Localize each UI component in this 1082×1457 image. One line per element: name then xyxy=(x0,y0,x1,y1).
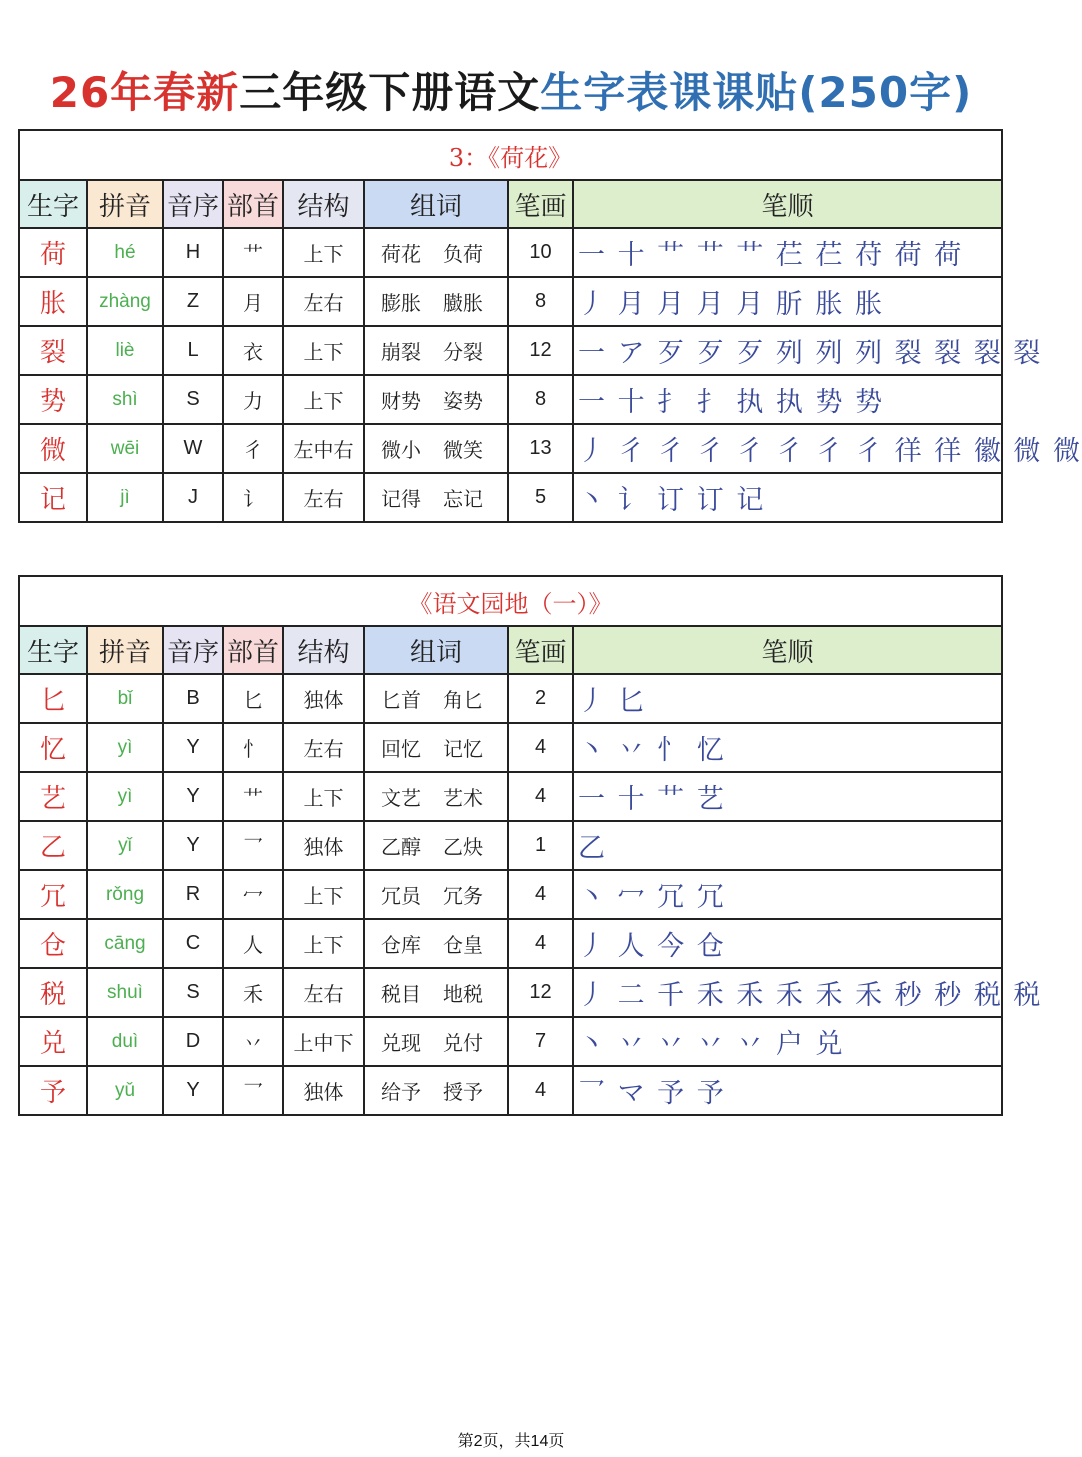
word-1: 税目 xyxy=(381,982,421,1006)
word-1: 冗员 xyxy=(381,884,421,908)
structure-cell: 独体 xyxy=(283,1066,364,1115)
stroke-order-cell: 一 十 艹 艹 艹 芢 芢 苻 荷 荷 xyxy=(573,228,1002,277)
index-letter-cell: C xyxy=(163,919,223,968)
pinyin-cell: shì xyxy=(87,375,163,424)
word-2: 艺术 xyxy=(443,786,483,810)
structure-cell: 独体 xyxy=(283,674,364,723)
word-1: 给予 xyxy=(381,1080,421,1104)
header-char: 生字 xyxy=(19,626,87,674)
structure-cell: 左右 xyxy=(283,277,364,326)
table-row xyxy=(19,228,1002,277)
pinyin-cell: wēi xyxy=(87,424,163,473)
word-2: 负荷 xyxy=(443,242,483,266)
structure-cell: 上下 xyxy=(283,870,364,919)
structure-cell: 上中下 xyxy=(283,1017,364,1066)
radical-cell: 彳 xyxy=(223,424,283,473)
word-2: 角匕 xyxy=(443,688,483,712)
header-order: 笔顺 xyxy=(573,180,1002,228)
header-structure: 结构 xyxy=(283,180,364,228)
character-cell: 予 xyxy=(19,1066,87,1115)
stroke-count-cell: 2 xyxy=(508,674,573,723)
stroke-order-cell: 乙 xyxy=(573,821,1002,870)
header-structure: 结构 xyxy=(283,626,364,674)
header-order: 笔顺 xyxy=(573,626,1002,674)
index-letter-cell: Y xyxy=(163,772,223,821)
radical-cell: 乛 xyxy=(223,1066,283,1115)
stroke-count-cell: 4 xyxy=(508,919,573,968)
words-cell xyxy=(364,1017,508,1066)
radical-cell: 人 xyxy=(223,919,283,968)
header-index: 音序 xyxy=(163,180,223,228)
header-index: 音序 xyxy=(163,626,223,674)
lesson-title: 《语文园地（一）》 xyxy=(19,576,1002,626)
pinyin-cell: yì xyxy=(87,772,163,821)
character-cell: 记 xyxy=(19,473,87,522)
radical-cell: 力 xyxy=(223,375,283,424)
stroke-count-cell: 13 xyxy=(508,424,573,473)
word-1: 匕首 xyxy=(381,688,421,712)
character-cell: 仓 xyxy=(19,919,87,968)
character-cell: 艺 xyxy=(19,772,87,821)
pinyin-cell: hé xyxy=(87,228,163,277)
word-2: 仓皇 xyxy=(443,933,483,957)
pinyin-cell: shuì xyxy=(87,968,163,1017)
pinyin-cell: jì xyxy=(87,473,163,522)
index-letter-cell: R xyxy=(163,870,223,919)
stroke-count-cell: 12 xyxy=(508,968,573,1017)
pinyin-cell: zhàng xyxy=(87,277,163,326)
words-cell xyxy=(364,375,508,424)
table-row xyxy=(19,821,1002,870)
words-cell xyxy=(364,772,508,821)
word-2: 分裂 xyxy=(443,340,483,364)
stroke-order-cell: 丿 人 今 仓 xyxy=(573,919,1002,968)
word-1: 乙醇 xyxy=(381,835,421,859)
header-pinyin: 拼音 xyxy=(87,626,163,674)
stroke-order-cell: 丿 月 月 月 月 肵 胀 胀 xyxy=(573,277,1002,326)
stroke-count-cell: 1 xyxy=(508,821,573,870)
words-cell xyxy=(364,723,508,772)
title-part-3: 生字表课课贴(250字) xyxy=(540,68,973,117)
words-cell xyxy=(364,1066,508,1115)
structure-cell: 上下 xyxy=(283,326,364,375)
words-cell xyxy=(364,821,508,870)
index-letter-cell: H xyxy=(163,228,223,277)
word-2: 忘记 xyxy=(443,487,483,511)
header-strokes: 笔画 xyxy=(508,626,573,674)
word-1: 文艺 xyxy=(381,786,421,810)
table-row xyxy=(19,919,1002,968)
word-2: 微笑 xyxy=(443,438,483,462)
header-radical: 部首 xyxy=(223,626,283,674)
index-letter-cell: Z xyxy=(163,277,223,326)
character-cell: 胀 xyxy=(19,277,87,326)
word-1: 兑现 xyxy=(381,1031,421,1055)
radical-cell: 乛 xyxy=(223,821,283,870)
character-cell: 乙 xyxy=(19,821,87,870)
word-1: 记得 xyxy=(381,487,421,511)
index-letter-cell: S xyxy=(163,375,223,424)
stroke-order-cell: 一 ア 歹 歹 歹 列 列 列 裂 裂 裂 裂 xyxy=(573,326,1002,375)
table-row xyxy=(19,473,1002,522)
header-radical: 部首 xyxy=(223,180,283,228)
table-row xyxy=(19,968,1002,1017)
stroke-count-cell: 4 xyxy=(508,870,573,919)
words-cell xyxy=(364,919,508,968)
word-2: 记忆 xyxy=(443,737,483,761)
radical-cell: 讠 xyxy=(223,473,283,522)
structure-cell: 左右 xyxy=(283,968,364,1017)
character-cell: 冗 xyxy=(19,870,87,919)
radical-cell: 忄 xyxy=(223,723,283,772)
header-words: 组词 xyxy=(364,180,508,228)
word-1: 荷花 xyxy=(381,242,421,266)
index-letter-cell: W xyxy=(163,424,223,473)
index-letter-cell: J xyxy=(163,473,223,522)
character-cell: 忆 xyxy=(19,723,87,772)
lesson-table-hehua xyxy=(18,129,1082,523)
page-footer: 第2页，共14页 xyxy=(457,1433,565,1450)
lesson-table-yuwenyuandi xyxy=(18,575,1043,1116)
structure-cell: 左中右 xyxy=(283,424,364,473)
structure-cell: 上下 xyxy=(283,375,364,424)
character-cell: 荷 xyxy=(19,228,87,277)
table-row xyxy=(19,674,1002,723)
structure-cell: 上下 xyxy=(283,919,364,968)
word-2: 地税 xyxy=(443,982,483,1006)
table-row xyxy=(19,424,1002,473)
page-title xyxy=(0,60,1022,120)
words-cell xyxy=(364,473,508,522)
structure-cell: 上下 xyxy=(283,228,364,277)
structure-cell: 独体 xyxy=(283,821,364,870)
structure-cell: 左右 xyxy=(283,473,364,522)
radical-cell: 衣 xyxy=(223,326,283,375)
pinyin-cell: rǒng xyxy=(87,870,163,919)
stroke-count-cell: 12 xyxy=(508,326,573,375)
table-row xyxy=(19,772,1002,821)
pinyin-cell: liè xyxy=(87,326,163,375)
stroke-count-cell: 8 xyxy=(508,277,573,326)
radical-cell: 艹 xyxy=(223,772,283,821)
word-2: 乙炔 xyxy=(443,835,483,859)
table-row xyxy=(19,277,1002,326)
words-cell xyxy=(364,277,508,326)
word-1: 回忆 xyxy=(381,737,421,761)
word-1: 仓库 xyxy=(381,933,421,957)
character-cell: 兑 xyxy=(19,1017,87,1066)
table-row xyxy=(19,375,1002,424)
table-row xyxy=(19,723,1002,772)
pinyin-cell: cāng xyxy=(87,919,163,968)
word-2: 兑付 xyxy=(443,1031,483,1055)
table-row xyxy=(19,1017,1002,1066)
table-row xyxy=(19,870,1002,919)
words-cell xyxy=(364,870,508,919)
words-cell xyxy=(364,424,508,473)
word-1: 膨胀 xyxy=(381,291,421,315)
structure-cell: 左右 xyxy=(283,723,364,772)
structure-cell: 上下 xyxy=(283,772,364,821)
radical-cell: 丷 xyxy=(223,1017,283,1066)
word-1: 微小 xyxy=(381,438,421,462)
pinyin-cell: yǔ xyxy=(87,1066,163,1115)
character-cell: 裂 xyxy=(19,326,87,375)
character-cell: 势 xyxy=(19,375,87,424)
index-letter-cell: S xyxy=(163,968,223,1017)
radical-cell: 禾 xyxy=(223,968,283,1017)
pinyin-cell: duì xyxy=(87,1017,163,1066)
title-part-2: 三年级下册语文 xyxy=(239,68,541,117)
stroke-count-cell: 4 xyxy=(508,723,573,772)
header-words: 组词 xyxy=(364,626,508,674)
pinyin-cell: bǐ xyxy=(87,674,163,723)
words-cell xyxy=(364,968,508,1017)
radical-cell: 艹 xyxy=(223,228,283,277)
stroke-count-cell: 4 xyxy=(508,772,573,821)
index-letter-cell: L xyxy=(163,326,223,375)
word-2: 臌胀 xyxy=(443,291,483,315)
words-cell xyxy=(364,228,508,277)
radical-cell: 月 xyxy=(223,277,283,326)
word-2: 授予 xyxy=(443,1080,483,1104)
stroke-order-cell: 乛 マ 予 予 xyxy=(573,1066,1002,1115)
stroke-order-cell: 丶 讠 订 订 记 xyxy=(573,473,1002,522)
pinyin-cell: yǐ xyxy=(87,821,163,870)
word-1: 财势 xyxy=(381,389,421,413)
stroke-order-cell: 一 十 扌 扌 执 执 势 势 xyxy=(573,375,1002,424)
character-cell: 微 xyxy=(19,424,87,473)
radical-cell: 匕 xyxy=(223,674,283,723)
stroke-order-cell: 丿 彳 彳 彳 彳 彳 彳 彳 徉 徉 徽 微 微 xyxy=(573,424,1002,473)
index-letter-cell: Y xyxy=(163,723,223,772)
words-cell xyxy=(364,326,508,375)
radical-cell: 冖 xyxy=(223,870,283,919)
words-cell xyxy=(364,674,508,723)
stroke-count-cell: 10 xyxy=(508,228,573,277)
index-letter-cell: B xyxy=(163,674,223,723)
header-char: 生字 xyxy=(19,180,87,228)
word-2: 冗务 xyxy=(443,884,483,908)
character-cell: 匕 xyxy=(19,674,87,723)
word-2: 姿势 xyxy=(443,389,483,413)
stroke-count-cell: 4 xyxy=(508,1066,573,1115)
stroke-order-cell: 丶 冖 冗 冗 xyxy=(573,870,1002,919)
table-row xyxy=(19,326,1002,375)
stroke-count-cell: 8 xyxy=(508,375,573,424)
index-letter-cell: Y xyxy=(163,821,223,870)
header-pinyin: 拼音 xyxy=(87,180,163,228)
stroke-order-cell: 丿 匕 xyxy=(573,674,1002,723)
lesson-title: 3：《荷花》 xyxy=(19,130,1002,180)
stroke-order-cell: 丶 丷 丷 丷 丷 户 兑 xyxy=(573,1017,1002,1066)
stroke-count-cell: 7 xyxy=(508,1017,573,1066)
word-1: 崩裂 xyxy=(381,340,421,364)
stroke-order-cell: 丿 二 千 禾 禾 禾 禾 禾 秒 秒 税 税 xyxy=(573,968,1002,1017)
title-part-1: 26年春新 xyxy=(49,68,240,117)
stroke-order-cell: 丶 丷 忄 忆 xyxy=(573,723,1002,772)
character-cell: 税 xyxy=(19,968,87,1017)
stroke-count-cell: 5 xyxy=(508,473,573,522)
stroke-order-cell: 一 十 艹 艺 xyxy=(573,772,1002,821)
pinyin-cell: yì xyxy=(87,723,163,772)
header-strokes: 笔画 xyxy=(508,180,573,228)
table-row xyxy=(19,1066,1002,1115)
index-letter-cell: Y xyxy=(163,1066,223,1115)
index-letter-cell: D xyxy=(163,1017,223,1066)
